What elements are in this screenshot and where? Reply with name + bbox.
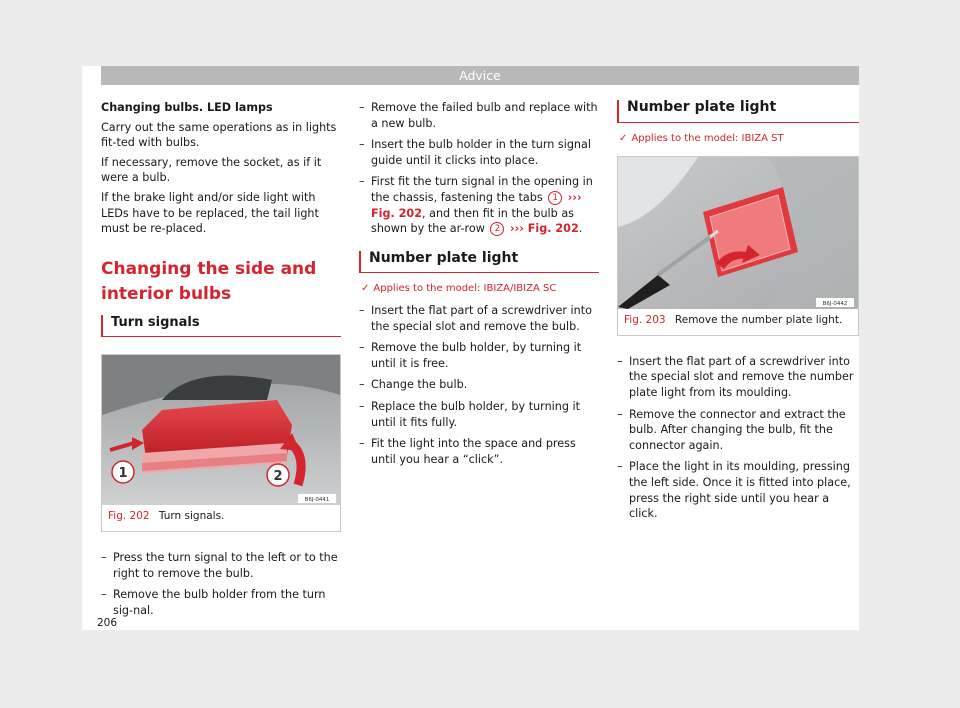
turn-signal-illustration xyxy=(102,355,340,505)
list-item: – Fit the light into the space and press until you hear a “click”. xyxy=(359,436,599,467)
step-text: First fit the turn signal in the opening in the chassis, fastening the tabs xyxy=(371,175,593,204)
checkmark-icon: ✓ xyxy=(361,283,370,295)
applies-note xyxy=(619,131,859,147)
figure-code: B6J-0442 xyxy=(822,301,848,308)
list-item: – Insert the bulb holder in the turn signal guide until it clicks into place. xyxy=(359,137,599,168)
middle-column xyxy=(359,100,599,473)
list-item: – Remove the bulb holder, by turning it until it is free. xyxy=(359,340,599,371)
number-plate-light-illustration xyxy=(618,157,858,309)
list-item: – Press the turn signal to the left or to the right to remove the bulb. xyxy=(101,550,341,581)
figure-reference-link[interactable]: ››› Fig. 202 xyxy=(510,222,579,236)
page-header: Advice xyxy=(101,66,859,85)
intro-heading: Changing bulbs. LED lamps xyxy=(101,101,273,114)
callout-number: 2 xyxy=(490,222,504,236)
right-column xyxy=(617,100,859,528)
figure-label: Fig. 202 xyxy=(108,510,150,523)
step-list xyxy=(359,100,599,237)
callout-number: 1 xyxy=(548,191,562,205)
step-text: . xyxy=(578,222,583,236)
figure-202 xyxy=(101,354,341,532)
list-item: – Insert the flat part of a screwdriver into the special slot and remove the number plate light from its moulding. xyxy=(617,354,859,401)
checkmark-icon: ✓ xyxy=(619,132,628,144)
figure-caption xyxy=(102,505,340,531)
paragraph: Carry out the same operations as in lights fit-ted with bulbs. xyxy=(101,120,337,150)
section-title: Number plate light xyxy=(359,251,599,274)
left-column xyxy=(101,100,341,624)
step-list xyxy=(101,550,341,618)
paragraph: If necessary, remove the socket, as if it were a bulb. xyxy=(101,155,322,185)
list-item: – Remove the connector and extract the bulb. After changing the bulb, fit the connector again. xyxy=(617,407,859,454)
section-title: Number plate light xyxy=(617,100,859,123)
step-list xyxy=(617,354,859,522)
applies-text: Applies to the model: IBIZA/IBIZA SC xyxy=(373,283,557,295)
step-list xyxy=(359,303,599,467)
paragraph: If the brake light and/or side light with LEDs have to be replaced, the tail light must be re-placed. xyxy=(101,190,319,236)
subheading: Turn signals xyxy=(101,315,341,338)
page-number: 206 xyxy=(97,617,118,629)
figure-203 xyxy=(617,156,859,336)
list-item: – Place the light in its moulding, pressing the left side. Once it is fitted into place, press the right side until you hear a click. xyxy=(617,459,859,521)
list-item: – Replace the bulb holder, by turning it until it fits fully. xyxy=(359,399,599,430)
figure-reference-link[interactable]: ››› Fig. 202 xyxy=(371,190,582,220)
step-text: , and then fit in the bulb as shown by the ar-row xyxy=(371,206,575,236)
list-item xyxy=(359,174,599,236)
figure-label: Fig. 203 xyxy=(624,314,666,327)
figure-caption-text: Remove the number plate light. xyxy=(674,314,843,327)
figure-caption-text: Turn signals. xyxy=(158,510,225,523)
list-item: – Remove the bulb holder from the turn sig-nal. xyxy=(101,587,341,618)
figure-code: B6J-0441 xyxy=(304,497,330,504)
list-item: – Remove the failed bulb and replace with a new bulb. xyxy=(359,100,599,131)
list-item: – Insert the flat part of a screwdriver into the special slot and remove the bulb. xyxy=(359,303,599,334)
figure-caption xyxy=(618,309,858,335)
main-heading: Changing the side and interior bulbs xyxy=(101,258,317,304)
callout-2: 2 xyxy=(273,469,283,485)
list-item: – Change the bulb. xyxy=(359,377,599,393)
applies-note xyxy=(361,281,599,297)
callout-1: 1 xyxy=(118,466,128,482)
applies-text: Applies to the model: IBIZA ST xyxy=(631,132,784,144)
